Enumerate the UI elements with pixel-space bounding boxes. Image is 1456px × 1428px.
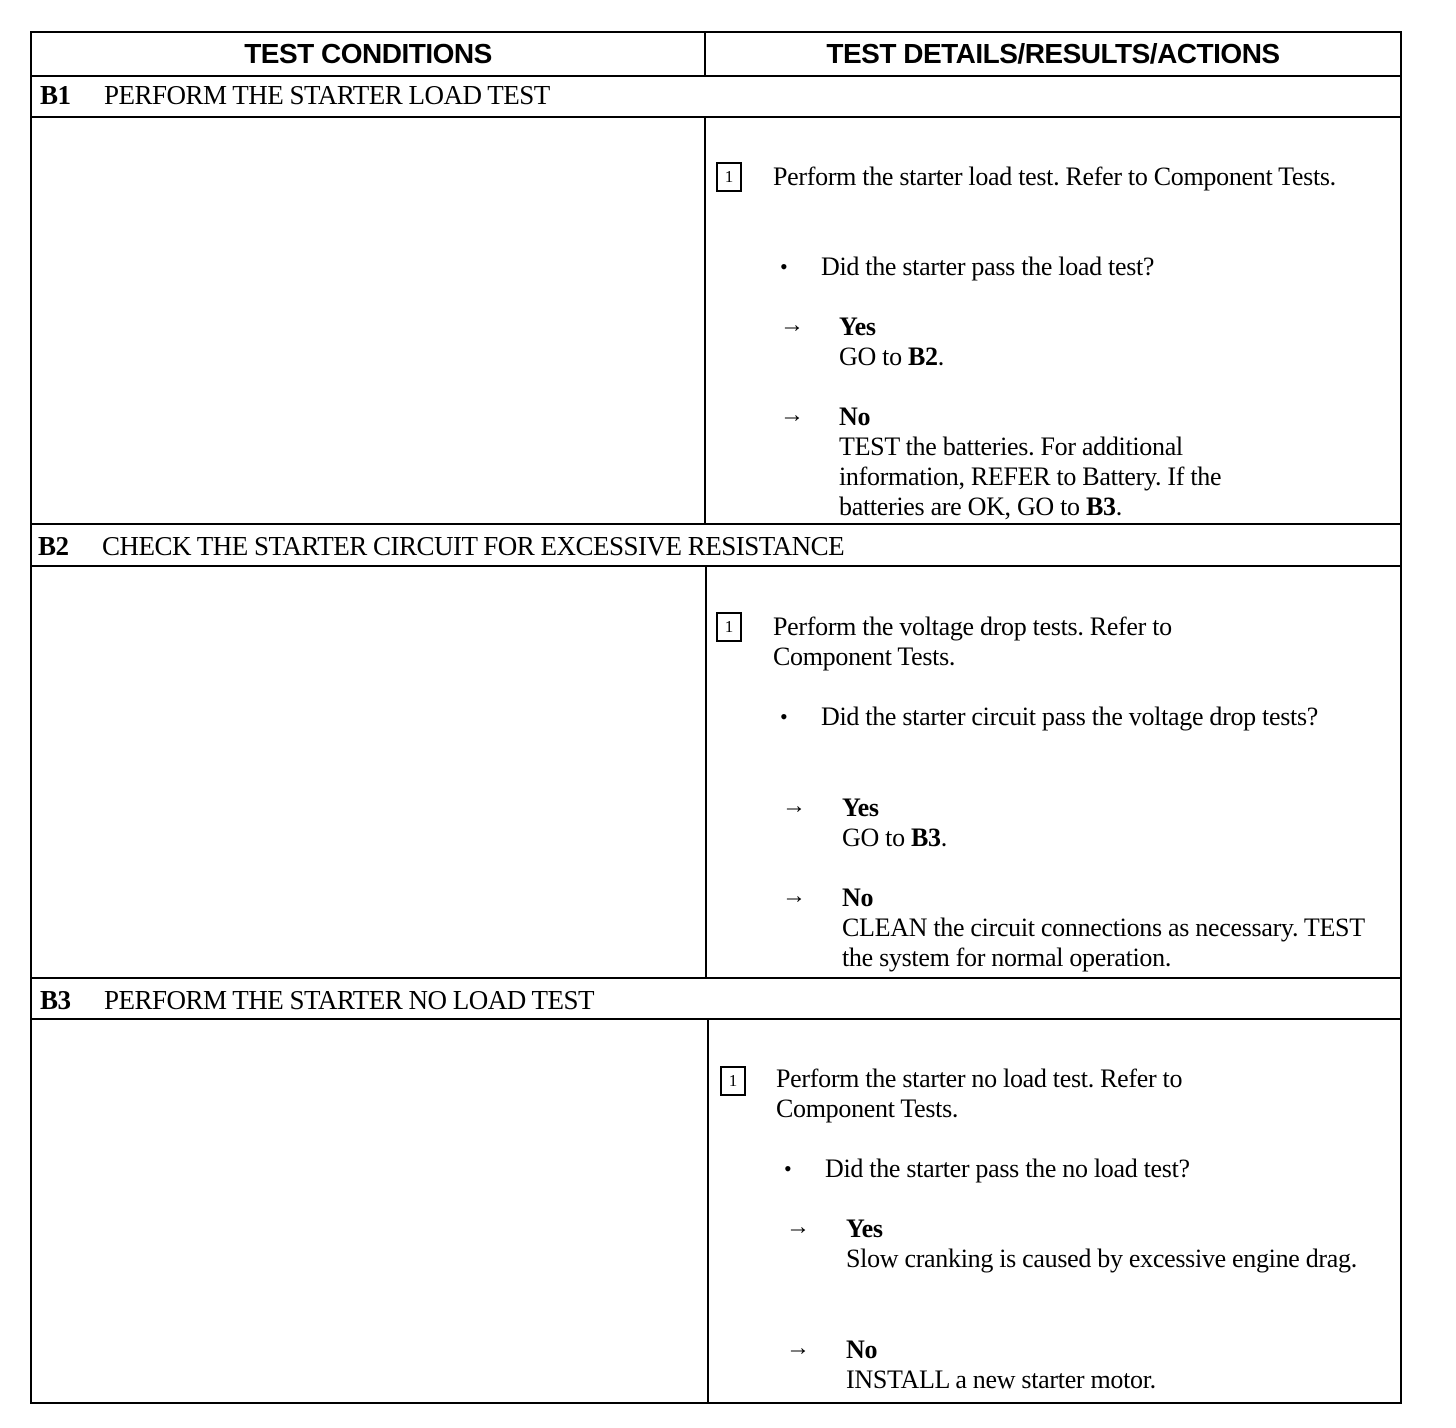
- section-b2-yes-label: Yes: [842, 793, 879, 822]
- section-b3-title-divider: [30, 1018, 1402, 1020]
- header-column-divider: [704, 31, 706, 77]
- header-divider: [30, 75, 1402, 77]
- section-b1-title-divider: [30, 116, 1402, 118]
- table-border-bottom: [30, 1402, 1402, 1404]
- section-b3-yes-label: Yes: [846, 1214, 883, 1243]
- section-b1-title-text: PERFORM THE STARTER LOAD TEST: [104, 80, 550, 110]
- section-b3-no-label: No: [846, 1335, 878, 1364]
- section-b1-step-text: Perform the starter load test. Refer to Component Tests.: [773, 162, 1336, 191]
- section-b3-id: B3: [40, 985, 71, 1015]
- section-b2-yes-arrow: →: [782, 793, 806, 819]
- section-b1-question: Did the starter pass the load test?: [821, 252, 1155, 281]
- section-b2-column-divider: [705, 565, 707, 978]
- section-b2-yes-action: GO to B3.: [842, 823, 947, 852]
- section-b2-no-action: CLEAN the circuit connections as necessary. TEST the system for normal operation.: [842, 913, 1365, 972]
- section-b2-question: Did the starter circuit pass the voltage drop tests?: [821, 702, 1319, 731]
- section-b3-yes-arrow: →: [786, 1214, 810, 1240]
- section-b1-yes-arrow: →: [780, 312, 804, 338]
- section-b2-step-text: Perform the voltage drop tests. Refer to Component Tests.: [773, 612, 1172, 671]
- section-b2-no-arrow: →: [782, 883, 806, 909]
- section-b3-column-divider: [707, 1018, 709, 1404]
- table-border-top: [30, 31, 1402, 33]
- section-b1-step-box: 1: [716, 162, 742, 192]
- section-b2-title: [38, 531, 844, 562]
- section-b3-no-arrow: →: [786, 1335, 810, 1361]
- section-b3-step-box: 1: [720, 1066, 746, 1096]
- section-b2-no-label: No: [842, 883, 874, 912]
- section-b1-no-action: TEST the batteries. For additional information, REFER to Battery. If the batteries are OK, GO to B3.: [839, 432, 1222, 521]
- section-b2-bullet: •: [780, 704, 788, 729]
- table-border-left: [30, 31, 32, 1404]
- section-b1-id: B1: [40, 80, 71, 110]
- section-b1-column-divider: [704, 116, 706, 524]
- section-b1-no-label: No: [839, 402, 871, 431]
- section-b3-title: [40, 985, 594, 1016]
- table-border-right: [1400, 31, 1402, 1404]
- section-b3-bullet: •: [784, 1156, 792, 1181]
- header-test-details: TEST DETAILS/RESULTS/ACTIONS: [826, 38, 1280, 69]
- section-b2-title-divider: [30, 565, 1402, 567]
- section-b1-bottom-divider: [30, 523, 1402, 525]
- section-b2-title-text: CHECK THE STARTER CIRCUIT FOR EXCESSIVE RESISTANCE: [102, 531, 845, 561]
- section-b3-no-action: INSTALL a new starter motor.: [846, 1365, 1156, 1394]
- section-b3-title-text: PERFORM THE STARTER NO LOAD TEST: [104, 985, 595, 1015]
- section-b1-bullet: •: [780, 254, 788, 279]
- section-b3-question: Did the starter pass the no load test?: [825, 1154, 1190, 1183]
- section-b3-yes-action: Slow cranking is caused by excessive engine drag.: [846, 1244, 1357, 1273]
- section-b1-yes-label: Yes: [839, 312, 876, 341]
- section-b1-no-arrow: →: [780, 402, 804, 428]
- section-b2-step-box: 1: [716, 612, 742, 642]
- section-b1-yes-action: GO to B2.: [839, 342, 944, 371]
- section-b3-step-text: Perform the starter no load test. Refer to Component Tests.: [776, 1064, 1183, 1123]
- header-test-conditions: TEST CONDITIONS: [244, 38, 492, 69]
- section-b1-title: [40, 80, 550, 111]
- section-b2-bottom-divider: [30, 977, 1402, 979]
- section-b2-id: B2: [38, 531, 69, 561]
